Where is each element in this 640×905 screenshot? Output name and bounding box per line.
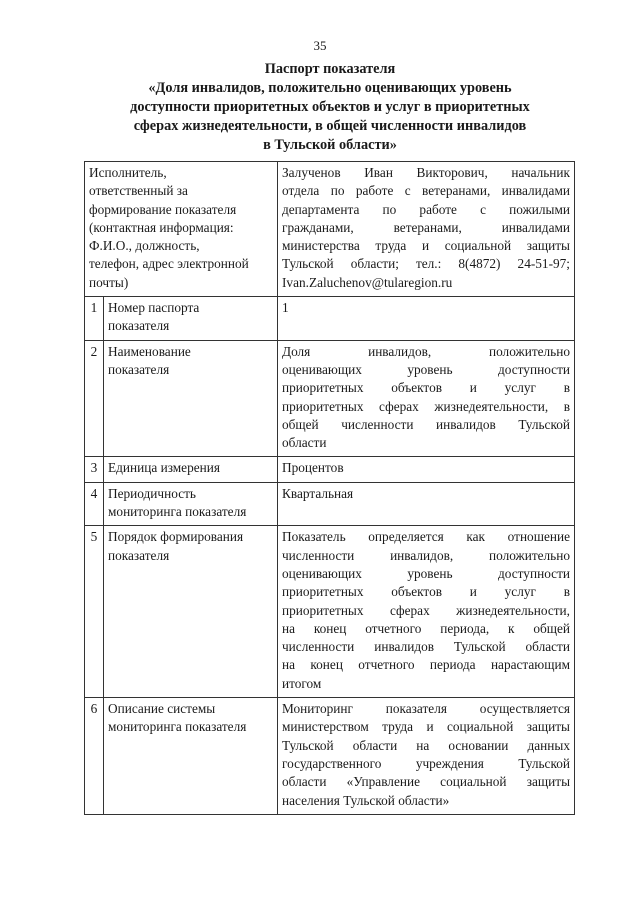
executor-value-cell (278, 162, 575, 297)
row-label-cell (104, 297, 278, 341)
row-label-cell (104, 457, 278, 482)
executor-label-line: Ф.И.О., должность, (89, 238, 200, 254)
executor-value-line: Залученов Иван Викторович, начальник (282, 165, 570, 180)
row-value-line: Мониторинг показателя осуществляется (282, 701, 570, 717)
executor-value-line: гражданами, ветеранами, инвалидами (282, 219, 570, 235)
row-value-line: министерством труда и социальной защиты (282, 719, 570, 735)
page-number: 35 (313, 38, 327, 53)
row-value-line: численности инвалидов, положительно (282, 547, 570, 563)
executor-email: Ivan.Zaluchenov@tularegion.ru (282, 274, 453, 290)
row-value-line: оценивающих уровень доступности (282, 565, 570, 581)
row-value-line: приоритетных сферах жизнедеятельности, (282, 602, 570, 618)
passport-heading (80, 60, 580, 155)
row-value-line: приоритетных сферах жизнедеятельности, в (282, 398, 570, 414)
row-label-line: показателя (108, 361, 170, 377)
row-value-line: области (282, 435, 327, 451)
row-value-line: Доля инвалидов, положительно (282, 343, 570, 359)
row-label-line: показателя (108, 318, 170, 334)
executor-label-line: почты) (89, 274, 129, 290)
row-label-line: мониторинга показателя (108, 504, 247, 520)
row-label-line: показателя (108, 547, 170, 563)
row-label-cell (104, 340, 278, 457)
row-value-cell (278, 526, 575, 698)
row-value-cell (278, 698, 575, 815)
executor-value-line: министерства труда и социальной защиты (282, 238, 570, 254)
executor-value-line: отдела по работе с ветеранами, инвалидами (282, 183, 570, 199)
row-value-line: Показатель определяется как отношение (282, 529, 570, 545)
row-value-line: приоритетных объектов и услуг в (282, 380, 570, 396)
executor-value-line: департамента по работе с пожилыми (282, 201, 570, 217)
executor-label-line: формирование показателя (89, 201, 237, 217)
row-number: 5 (85, 526, 104, 698)
row-value-line: численности инвалидов Тульской области (282, 639, 570, 655)
row-label-line: Описание системы (108, 701, 216, 717)
row-value-line: оценивающих уровень доступности (282, 361, 570, 377)
passport-table (84, 161, 575, 815)
row-value-line: на конец отчетного периода нарастающим (282, 657, 570, 673)
row-value-line: государственного учреждения Тульской (282, 755, 570, 771)
heading-line: сферах жизнедеятельности, в общей численности инвалидов (133, 118, 527, 134)
heading-line: в Тульской области» (263, 137, 397, 153)
row-number: 6 (85, 698, 104, 815)
row-number: 1 (85, 297, 104, 341)
heading-line: «Доля инвалидов, положительно оценивающих уровень (148, 80, 512, 96)
row-value-line: приоритетных объектов и услуг в (282, 584, 570, 600)
table-row (85, 526, 575, 698)
table-row (85, 482, 575, 526)
row-number: 2 (85, 340, 104, 457)
executor-label-cell (85, 162, 278, 297)
row-value-cell (278, 457, 575, 482)
executor-label-line: (контактная информация: (89, 219, 234, 235)
row-value-line: Тульской области на основании данных (282, 737, 570, 753)
row-label-line: Периодичность (108, 485, 196, 501)
row-label-line: Номер паспорта (108, 300, 200, 316)
row-value-cell (278, 297, 575, 341)
row-label-cell (104, 482, 278, 526)
row-label-cell (104, 698, 278, 815)
table-row (85, 340, 575, 457)
table-row (85, 698, 575, 815)
row-value-cell (278, 340, 575, 457)
row-value-cell (278, 482, 575, 526)
heading-line: Паспорт показателя (264, 61, 396, 77)
row-value-line: 1 (282, 300, 289, 316)
row-value-line: населения Тульской области» (282, 792, 450, 808)
heading-line: доступности приоритетных объектов и услуг в приоритетных (130, 99, 530, 115)
row-value-line: общей численности инвалидов Тульской (282, 416, 570, 432)
row-number: 3 (85, 457, 104, 482)
row-value-line: на конец отчетного периода, к общей (282, 620, 570, 636)
executor-label-line: ответственный за (89, 183, 188, 199)
executor-label-line: телефон, адрес электронной (89, 256, 249, 272)
row-label-cell (104, 526, 278, 698)
row-value-line: итогом (282, 675, 322, 691)
table-row (85, 297, 575, 341)
executor-label-line: Исполнитель, (89, 165, 167, 180)
row-label-line: Единица измерения (108, 460, 220, 476)
row-value-line: Квартальная (282, 485, 354, 501)
row-value-line: области «Управление социальной защиты (282, 774, 570, 790)
row-label-line: Наименование (108, 343, 191, 359)
row-label-line: Порядок формирования (108, 529, 244, 545)
executor-value-line: Тульской области; тел.: 8(4872) 24-51-97; (282, 256, 570, 272)
row-label-line: мониторинга показателя (108, 719, 247, 735)
row-number: 4 (85, 482, 104, 526)
row-value-line: Процентов (282, 460, 344, 476)
table-row (85, 457, 575, 482)
table-row-executor (85, 162, 575, 297)
